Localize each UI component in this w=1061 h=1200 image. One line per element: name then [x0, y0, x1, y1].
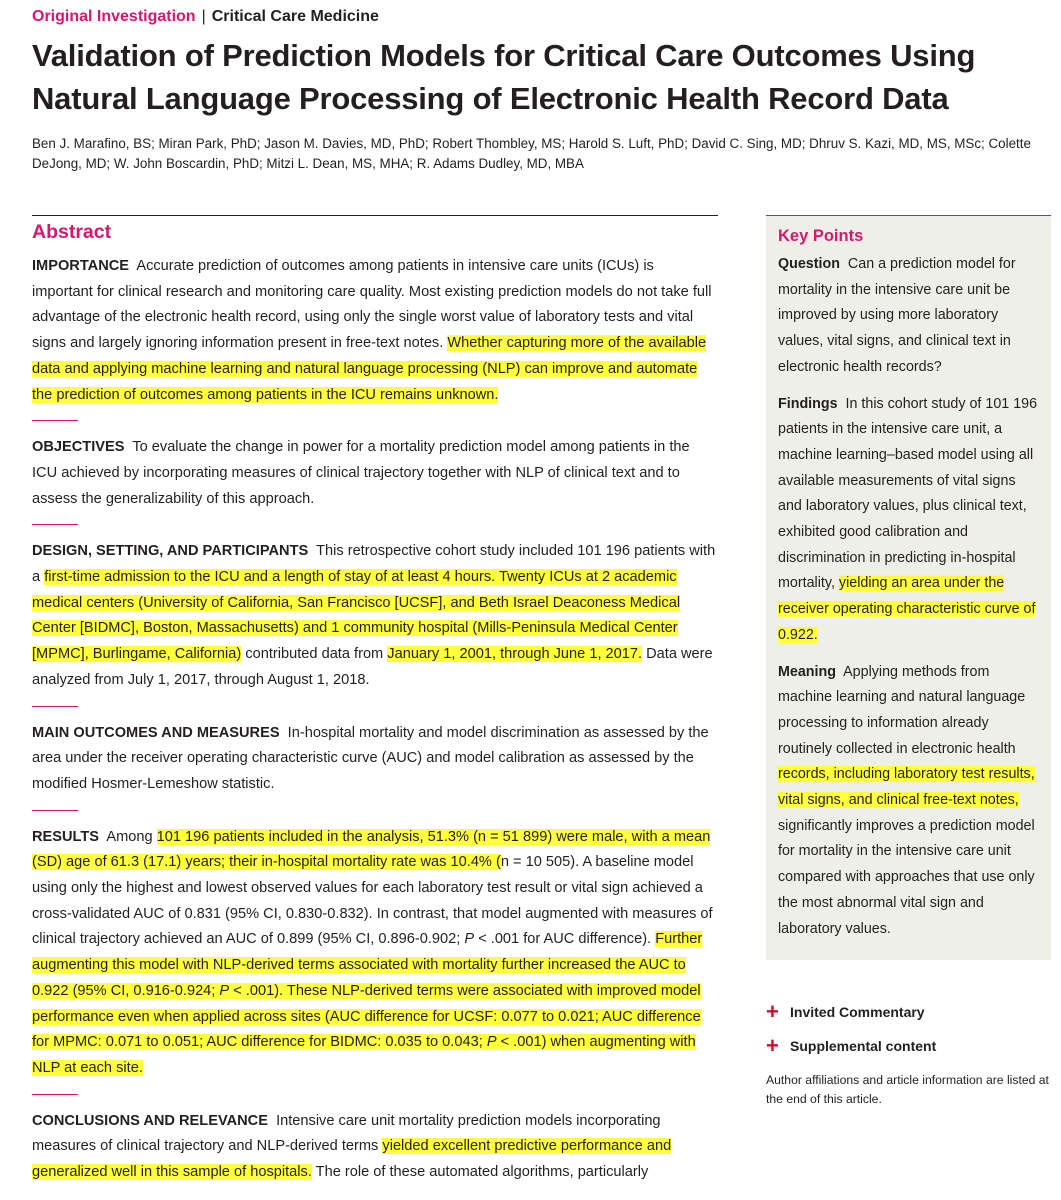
meaning-label: Meaning — [778, 663, 836, 680]
question-text: Can a prediction model for mortality in the intensive care unit be improved by using more laboratory values, vital signs, and clinical text in electronic health records? — [778, 256, 1016, 375]
key-points-box — [766, 215, 1051, 960]
question-label: Question — [778, 256, 840, 272]
key-points-sidebar — [766, 215, 1051, 960]
objectives-text: To evaluate the change in power for a mortality prediction model among patients in the ICU achieved by incorporating measures of clinical trajectory together with NLP of clinical text and to assess the generalizability of this approach. — [32, 439, 690, 507]
importance-text: Accurate prediction of outcomes among patients in intensive care units (ICUs) is important for clinical research and monitoring care quality. Most existing prediction models do not take full advantage of the electronic health record, using only the single worst value of laboratory tests and vital signs and largely ignoring information present in free-text notes. — [32, 258, 712, 352]
findings-highlight: yielding an area under the receiver operating characteristic curve of 0.922. — [778, 575, 1036, 643]
design-text-2: contributed data from — [245, 646, 384, 663]
header-separator: | — [201, 8, 206, 25]
plus-icon: + — [766, 999, 779, 1024]
conclusions-highlight: yielded excellent predictive performance and generalized well in this sample of hospitals. — [32, 1138, 672, 1181]
affiliations-note: Author affiliations and article information are listed at the end of this article. — [766, 1073, 1049, 1106]
conclusions-paragraph — [32, 1109, 718, 1186]
outcomes-text: In-hospital mortality and model discrimination as assessed by the area under the receiver operating characteristic curve (AUC) and model calibration as assessed by the modified Hosmer-Lemeshow statistic. — [32, 724, 709, 792]
abstract-section — [32, 215, 718, 1186]
meaning-highlight: records, including laboratory test results, vital signs, and clinical free-text notes, — [778, 766, 1035, 809]
meaning-text: Applying methods from machine learning and natural language processing to information already routinely collected in electronic health — [778, 663, 1026, 757]
meaning-text-2: significantly improves a prediction model for mortality in the intensive care unit compared with approaches that use only the most abnormal vital sign and laboratory values. — [778, 817, 1035, 937]
importance-label: IMPORTANCE — [32, 258, 130, 274]
abstract-heading: Abstract — [32, 221, 112, 243]
article-section[interactable]: Original Investigation — [32, 8, 196, 25]
key-points-findings — [778, 392, 1039, 649]
invited-commentary-link[interactable] — [766, 999, 1051, 1024]
abstract-top-rule — [32, 215, 718, 216]
plus-icon: + — [766, 1033, 779, 1058]
results-label: RESULTS — [32, 828, 100, 845]
objectives-label: OBJECTIVES — [32, 439, 125, 456]
design-highlight: first-time admission to the ICU and a length of stay of at least 4 hours. Twenty ICUs at 2 academic medical centers (University of California, San Francisco [UCSF], and Beth Israel Deaconess Medical Center [BIDMC], Boston, Massachusetts) and 1 community hospital (Mills-Peninsula Medical Center [MPMC], Burlingame, California) — [32, 569, 681, 663]
results-paragraph — [32, 825, 718, 1082]
findings-label: Findings — [778, 395, 838, 412]
importance-paragraph — [32, 254, 718, 408]
conclusions-text: Intensive care unit mortality prediction models incorporating measures of clinical trajectory and NLP-derived terms — [32, 1112, 661, 1155]
results-text: Among — [106, 828, 153, 845]
conclusions-text-2: The role of these automated algorithms, particularly — [315, 1164, 649, 1181]
article-topic[interactable]: Critical Care Medicine — [211, 8, 379, 25]
importance-highlight: Whether capturing more of the available data and applying machine learning and natural language processing (NLP) can improve and automate the prediction of outcomes among patients in the ICU remains unknown. — [32, 335, 707, 403]
side-links — [766, 999, 1051, 1109]
article-header — [32, 8, 379, 26]
p-value-symbol: P — [464, 931, 475, 948]
author-list: Ben J. Marafino, BS; Miran Park, PhD; Jason M. Davies, MD, PhD; Robert Thombley, MS; Harold S. Luft, PhD; David C. Sing, MD; Dhruv S. Kazi, MD, MS, MSc; Colette DeJong, MD; W. John Boscardin, PhD; Mitzi L. Dean, MS, MHA; R. Adams Dudley, MD, MBA — [32, 136, 1031, 171]
supplemental-content-link[interactable] — [766, 1033, 1051, 1058]
p-value-symbol: P — [219, 982, 230, 999]
p-value-symbol: P — [486, 1034, 497, 1051]
section-divider — [32, 524, 78, 525]
key-points-meaning — [778, 660, 1039, 943]
design-paragraph — [32, 539, 718, 693]
invited-commentary-label: Invited Commentary — [790, 1004, 925, 1020]
section-divider — [32, 1094, 78, 1095]
objectives-paragraph — [32, 435, 718, 512]
results-highlight-end: < .001) when augmenting with NLP at each site. — [32, 1034, 696, 1076]
supplemental-content-label: Supplemental content — [790, 1038, 937, 1054]
findings-text: In this cohort study of 101 196 patients in the intensive care unit, a machine learning–based model using all available measurements of vital signs and laboratory values, plus clinical text, exhibited good calibration and discrimination in predicting in-hospital mortality, — [778, 395, 1038, 592]
key-points-question — [778, 252, 1039, 381]
design-text: This retrospective cohort study included 101 196 patients with a — [32, 543, 716, 586]
section-divider — [32, 810, 78, 811]
outcomes-label: MAIN OUTCOMES AND MEASURES — [32, 724, 280, 741]
design-highlight-dates: January 1, 2001, through June 1, 2017. — [387, 646, 643, 663]
section-divider — [32, 706, 78, 707]
results-highlight-demographics: 101 196 patients included in the analysis, 51.3% (n = 51 899) were male, with a mean (SD) age of 61.3 (17.1) years; their in-hospital mortality rate was 10.4% ( — [32, 828, 711, 871]
article-title: Validation of Prediction Models for Critical Care Outcomes Using Natural Language Processing of Electronic Health Record Data — [32, 38, 976, 116]
conclusions-label: CONCLUSIONS AND RELEVANCE — [32, 1112, 268, 1129]
design-text-3: Data were analyzed from July 1, 2017, through August 1, 2018. — [32, 646, 713, 688]
results-text-3: < .001 for AUC difference). — [478, 931, 652, 948]
design-label: DESIGN, SETTING, AND PARTICIPANTS — [32, 543, 309, 560]
results-highlight-sites: < .001). These NLP-derived terms were associated with improved model performance even when applied across sites (AUC difference for UCSF: 0.077 to 0.021; AUC difference for MPMC: 0.071 to 0.051; AUC difference for BIDMC: 0.035 to 0.043; — [32, 982, 701, 1051]
results-highlight-nlp: Further augmenting this model with NLP-derived terms associated with mortality further increased the AUC to 0.922 (95% CI, 0.916-0.924; — [32, 931, 703, 999]
key-points-heading: Key Points — [778, 227, 864, 245]
outcomes-paragraph — [32, 721, 718, 798]
section-divider — [32, 420, 78, 421]
results-text-2: n = 10 505). A baseline model using only the highest and lowest observed values for each laboratory test result or vital sign achieved a cross-validated AUC of 0.831 (95% CI, 0.830-0.832). In contrast, that model augmented with measures of clinical trajectory achieved an AUC of 0.899 (95% CI, 0.896-0.902; — [32, 854, 713, 948]
